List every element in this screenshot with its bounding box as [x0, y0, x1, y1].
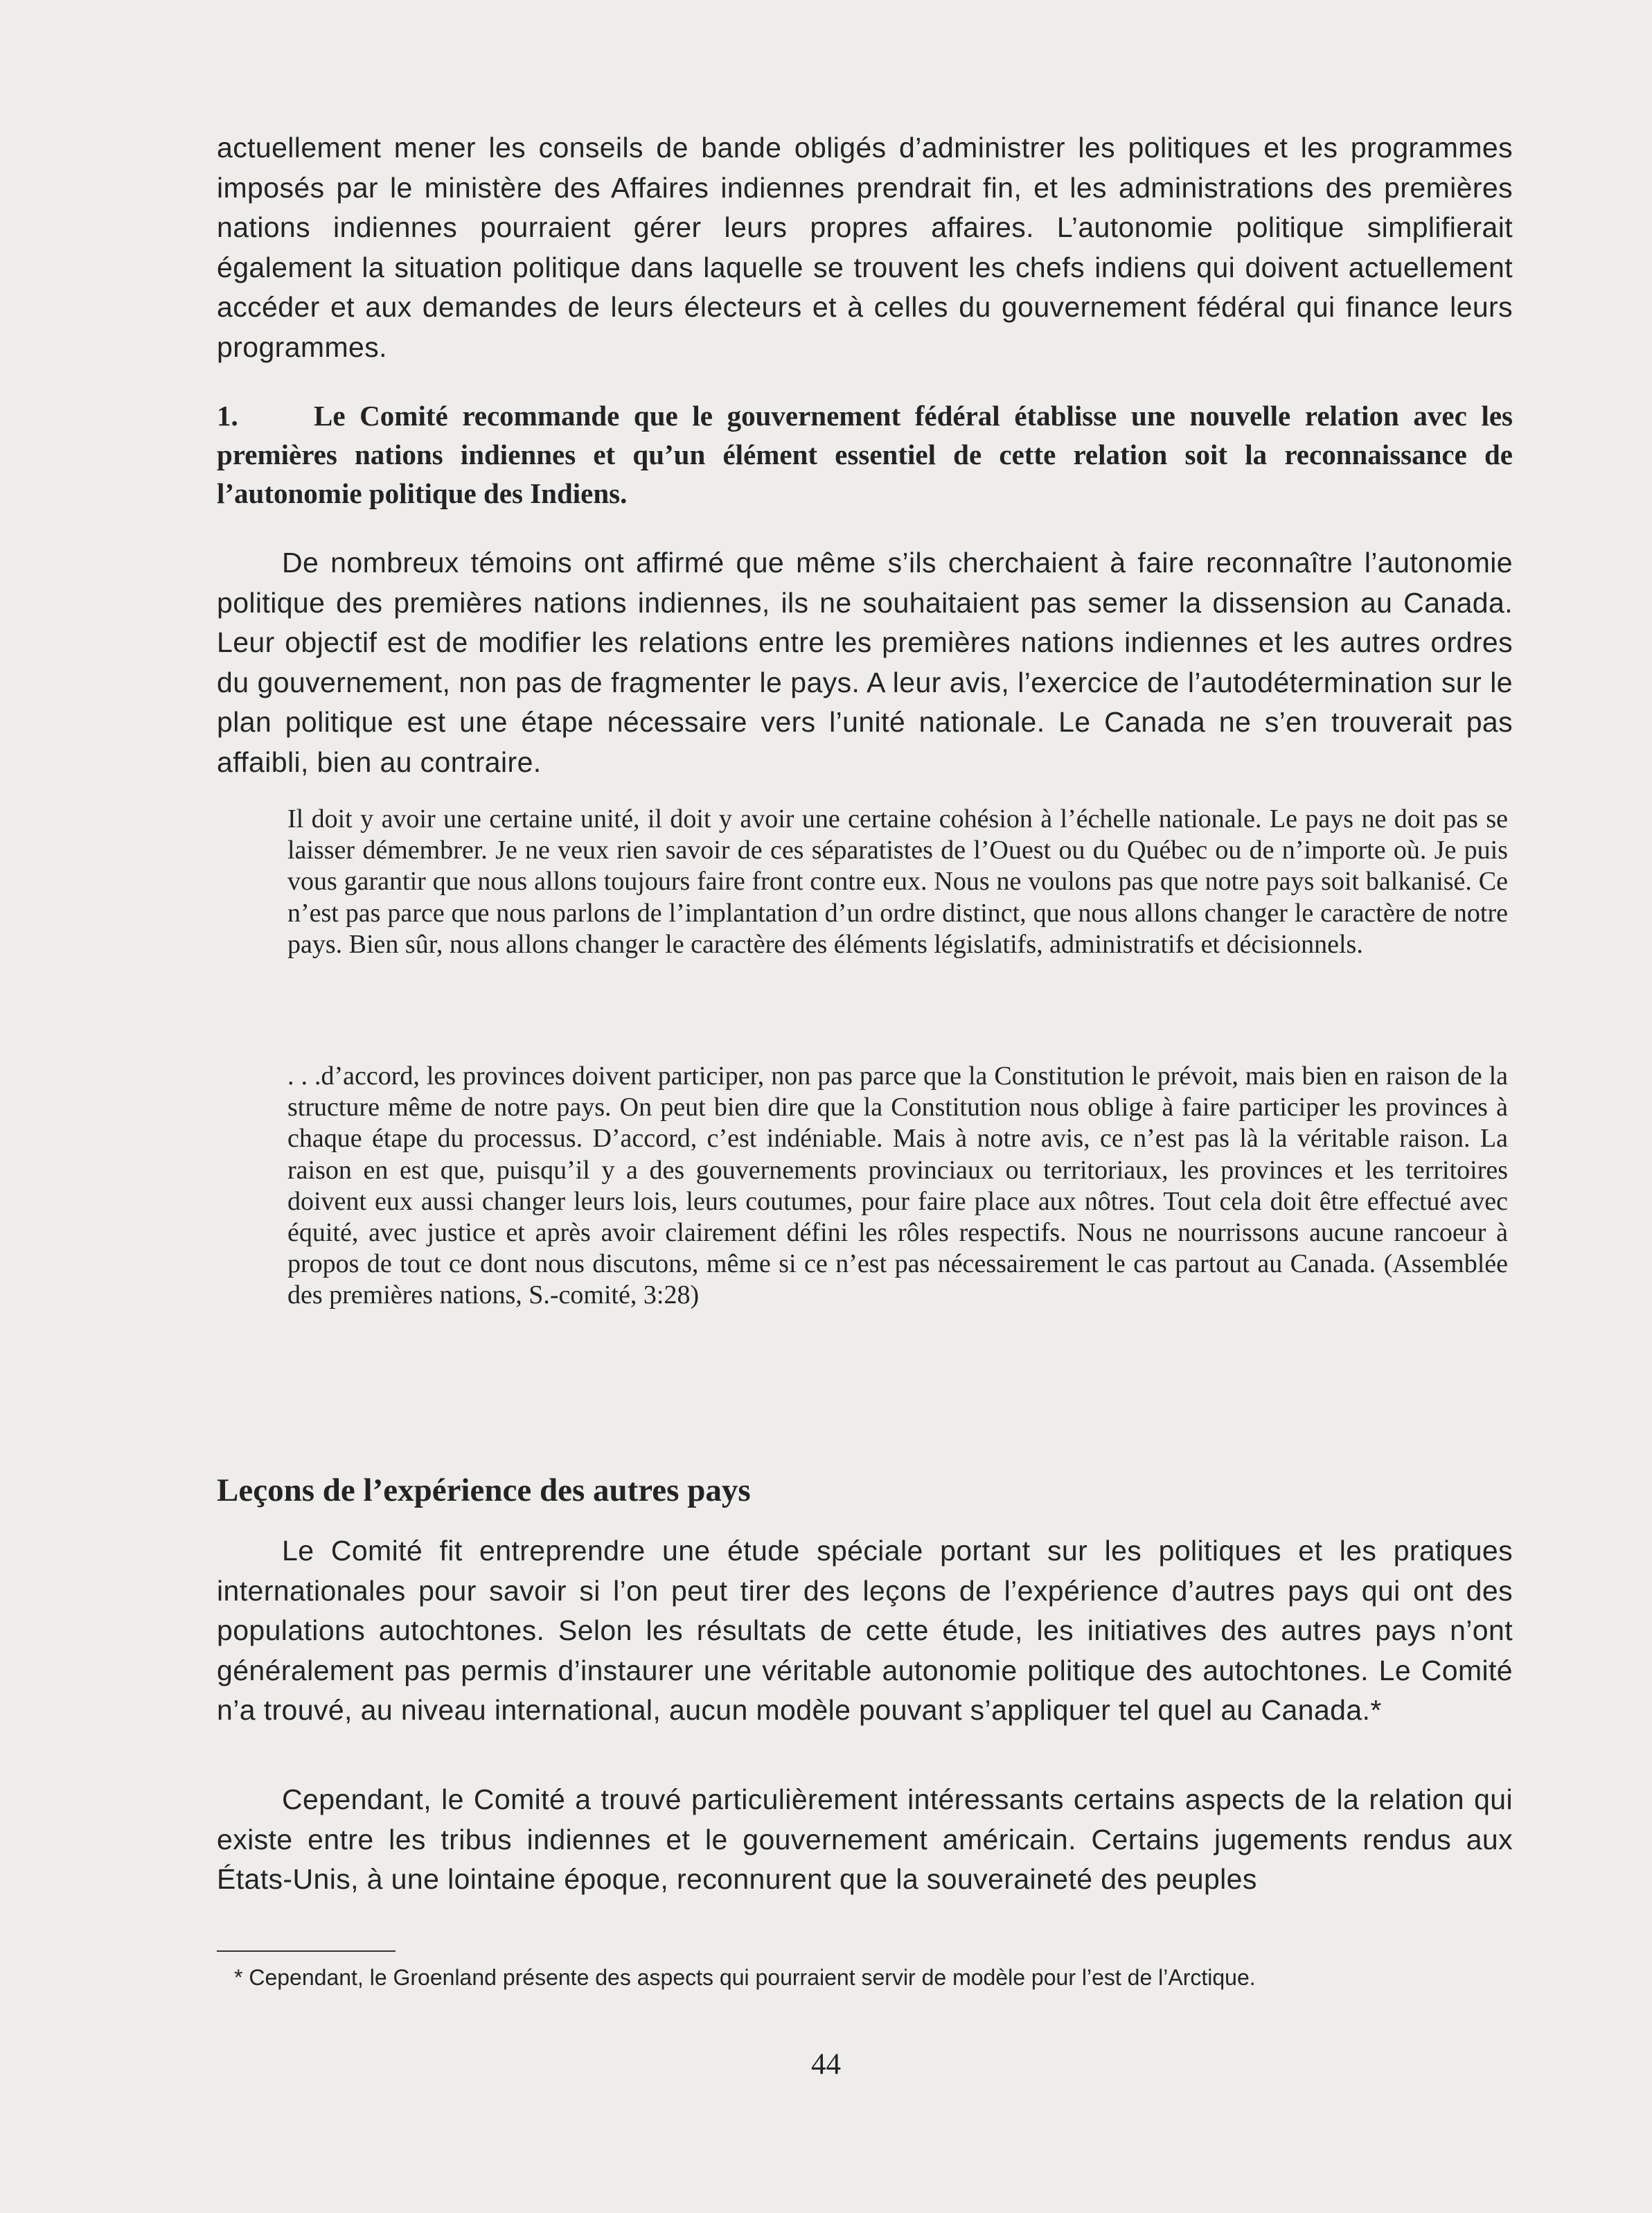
block-quote-1: Il doit y avoir une certaine unité, il doit y avoir une certaine cohésion à l’échelle nationale. Le pays ne doit pas se laisser démembrer. Je ne veux rien savoir de ces séparatistes de l’Ouest ou du Québec ou de n’importe où. Je puis vous garantir que nous allons toujours faire front contre eux. Nous ne voulons pas que notre pays soit balkanisé. Ce n’est pas parce que nous parlons de l’implantation d’un ordre distinct, que nous allons changer le caractère de notre pays. Bien sûr, nous allons changer le caractère des éléments législatifs, administratifs et décisionnels. [287, 804, 1508, 959]
intro-paragraph: actuellement mener les conseils de bande obligés d’administrer les politiques et les programmes imposés par le ministère des Affaires indiennes prendrait fin, et les administrations des premières nations indiennes pourraient gérer leurs propres affaires. L’autonomie politique simplifierait également la situation politique dans laquelle se trouvent les chefs indiens qui doivent actuellement accéder et aux demandes de leurs électeurs et à celles du gouvernement fédéral qui finance leurs programmes. [217, 132, 1513, 363]
block-quote-2: . . .d’accord, les provinces doivent participer, non pas parce que la Constitution le prévoit, mais bien en raison de la structure même de notre pays. On peut bien dire que la Constitution nous oblige à faire participer les provinces à chaque étape du processus. D’accord, c’est indéniable. Mais à notre avis, ce n’est pas là la véritable raison. La raison en est que, puisqu’il y a des gouvernements provinciaux ou territoriaux, les provinces et les territoires doivent eux aussi changer leurs lois, leurs coutumes, pour faire place aux nôtres. Tout cela doit être effectué avec équité, avec justice et après avoir clairement défini les rôles respectifs. Nous ne nourrissons aucune rancoeur à propos de tout ce dont nous discutons, même si ce n’est pas nécessairement le cas partout au Canada. (Assemblée des premières nations, S.-comité, 3:28) [287, 1061, 1508, 1310]
footnote: * Cependant, le Groenland présente des aspects qui pourraient servir de modèle pour l’est de l’Arctique. [234, 1965, 1256, 1990]
recommendation-number: 1. [217, 400, 238, 432]
recommendation-paragraph [217, 396, 1513, 513]
recommendation-text: Le Comité recommande que le gouvernement fédéral établisse une nouvelle relation avec les premières nations indiennes et qu’un élément essentiel de cette relation soit la reconnaissance de l’autonomie politique des Indiens. [217, 400, 1513, 509]
witnesses-paragraph: De nombreux témoins ont affirmé que même s’ils cherchaient à faire reconnaître l’autonomie politique des premières nations indiennes, ils ne souhaitaient pas semer la dissension au Canada. Leur objectif est de modifier les relations entre les premières nations indiennes et les autres ordres du gouvernement, non pas de fragmenter le pays. A leur avis, l’exercice de l’autodétermination sur le plan politique est une étape nécessaire vers l’unité nationale. Le Canada ne s’en trouverait pas affaibli, bien au contraire. [217, 547, 1513, 778]
study-paragraph: Le Comité fit entreprendre une étude spéciale portant sur les politiques et les pratiques internationales pour savoir si l’on peut tirer des leçons de l’expérience d’autres pays qui ont des populations autochtones. Selon les résultats de cette étude, les initiatives des autres pays n’ont généralement pas permis d’instaurer une véritable autonomie politique des autochtones. Le Comité n’a trouvé, au niveau international, aucun modèle pouvant s’appliquer tel quel au Canada.* [217, 1535, 1513, 1726]
footnote-divider [217, 1950, 396, 1952]
section-heading: Leçons de l’expérience des autres pays [217, 1472, 751, 1508]
american-relation-paragraph: Cependant, le Comité a trouvé particulièrement intéressants certains aspects de la relation qui existe entre les tribus indiennes et le gouvernement américain. Certains jugements rendus aux États-Unis, à une lointaine époque, reconnurent que la souveraineté des peuples [217, 1783, 1513, 1895]
page-number: 44 [811, 2048, 841, 2081]
